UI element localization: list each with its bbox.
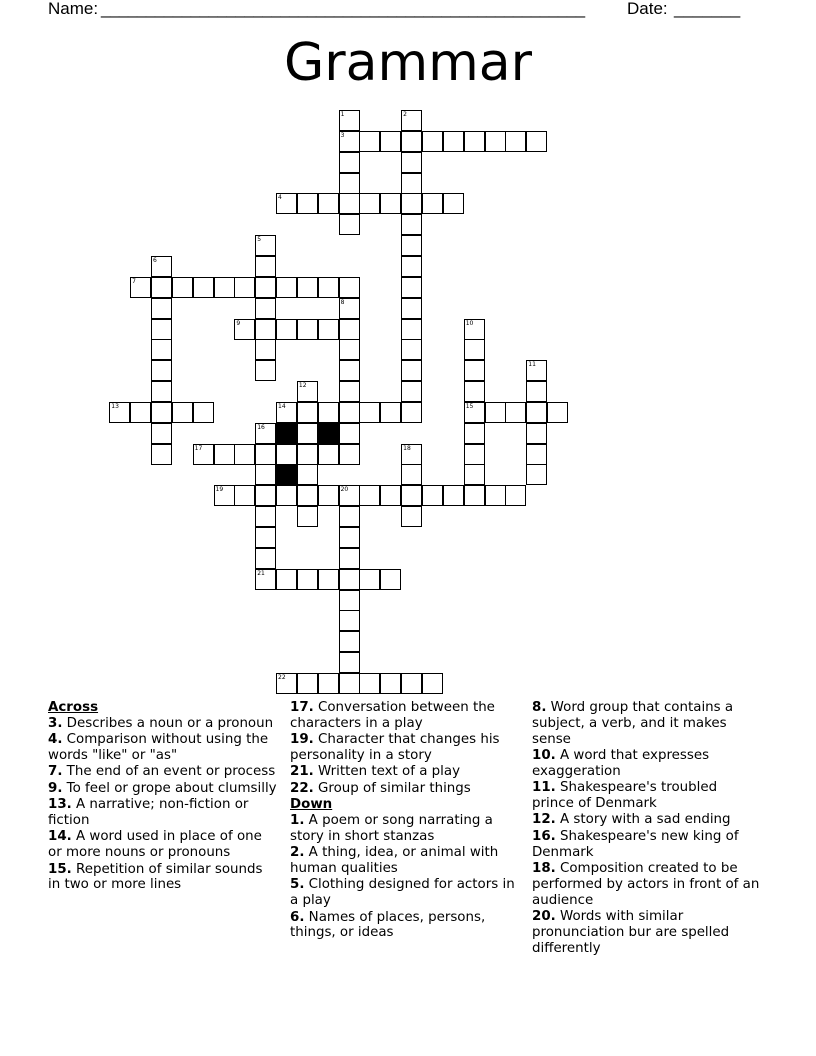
- crossword-cell[interactable]: [380, 193, 401, 214]
- crossword-cell[interactable]: [401, 277, 422, 298]
- clue-number-label: 7.: [48, 764, 63, 780]
- crossword-cell[interactable]: [297, 506, 318, 527]
- crossword-cell[interactable]: [505, 485, 526, 506]
- clue-number-label: 1.: [290, 812, 305, 828]
- crossword-cell[interactable]: [401, 152, 422, 173]
- crossword-cell[interactable]: [151, 319, 172, 340]
- clue-item: [532, 861, 762, 908]
- name-line[interactable]: ______________________________________________________: [101, 0, 585, 18]
- clue-text: Conversation between the characters in a play: [290, 700, 495, 731]
- crossword-cell[interactable]: [359, 402, 380, 423]
- clue-number: 20: [340, 486, 349, 494]
- crossword-cell[interactable]: [318, 485, 339, 506]
- clue-number: 18: [403, 444, 411, 452]
- clue-text: To feel or grope about clumsilly: [66, 780, 277, 796]
- crossword-cell[interactable]: [255, 360, 276, 381]
- clue-number: 14: [278, 402, 286, 410]
- crossword-cell[interactable]: [297, 402, 318, 423]
- clue-number: 3: [340, 131, 345, 139]
- crossword-cell[interactable]: [255, 506, 276, 527]
- clue-text: Composition created to be performed by actors in front of an audience: [532, 860, 760, 908]
- crossword-cell[interactable]: [255, 256, 276, 277]
- crossword-cell[interactable]: [505, 402, 526, 423]
- crossword-cell[interactable]: [151, 381, 172, 402]
- crossword-cell[interactable]: [255, 569, 276, 590]
- crossword-cell[interactable]: [339, 548, 360, 569]
- clue-number-label: 12.: [532, 812, 556, 828]
- crossword-cell[interactable]: [339, 152, 360, 173]
- clue-item: [532, 700, 762, 747]
- crossword-cell[interactable]: [339, 590, 360, 611]
- crossword-cell[interactable]: [130, 277, 151, 298]
- down-clue-list: [290, 813, 518, 941]
- clue-text: A story with a sad ending: [560, 812, 731, 828]
- page-title: Grammar: [283, 33, 533, 93]
- clue-number: 9: [236, 319, 241, 327]
- clue-text: Names of places, persons, things, or ideas: [290, 909, 486, 941]
- crossword-cell[interactable]: [276, 569, 297, 590]
- crossword-cell[interactable]: [401, 256, 422, 277]
- crossword-block: [318, 423, 339, 444]
- clue-number-label: 10.: [532, 747, 556, 763]
- clue-number: 8: [340, 298, 345, 306]
- crossword-cell[interactable]: [318, 402, 339, 423]
- clue-text: A poem or song narrating a story in short stanzas: [290, 812, 493, 844]
- crossword-cell[interactable]: [401, 339, 422, 360]
- clue-text: Words with similar pronunciation bur are spelled differently: [532, 908, 730, 956]
- crossword-cell[interactable]: [214, 277, 235, 298]
- crossword-cell[interactable]: [318, 193, 339, 214]
- clue-number: 10: [465, 319, 474, 327]
- clue-number-label: 2.: [290, 845, 305, 861]
- crossword-cell[interactable]: [401, 214, 422, 235]
- crossword-cell[interactable]: [151, 402, 172, 423]
- crossword-cell[interactable]: [339, 402, 360, 423]
- crossword-cell[interactable]: [485, 402, 506, 423]
- crossword-cell[interactable]: [359, 673, 380, 694]
- crossword-cell[interactable]: [297, 381, 318, 402]
- crossword-cell[interactable]: [255, 464, 276, 485]
- crossword-cell[interactable]: [401, 235, 422, 256]
- clue-number-label: 13.: [48, 797, 72, 813]
- crossword-cell[interactable]: [255, 527, 276, 548]
- crossword-cell[interactable]: [255, 298, 276, 319]
- crossword-cell[interactable]: [464, 381, 485, 402]
- clue-number-label: 16.: [532, 828, 556, 844]
- crossword-cell[interactable]: [443, 485, 464, 506]
- clue-item: [290, 877, 518, 909]
- clues-column-2: [290, 700, 518, 942]
- crossword-cell[interactable]: [339, 131, 360, 152]
- crossword-cell[interactable]: [151, 256, 172, 277]
- crossword-cell[interactable]: [359, 569, 380, 590]
- crossword-cell[interactable]: [401, 360, 422, 381]
- crossword-cell[interactable]: [339, 506, 360, 527]
- clue-item: [532, 829, 762, 861]
- crossword-cell[interactable]: [359, 131, 380, 152]
- clue-number: 16: [257, 423, 265, 431]
- clue-number: 21: [257, 569, 265, 577]
- clue-text: Character that changes his personality in a story: [290, 732, 500, 763]
- crossword-cell[interactable]: [464, 131, 485, 152]
- crossword-cell[interactable]: [380, 673, 401, 694]
- crossword-cell[interactable]: [505, 131, 526, 152]
- clue-number: 11: [528, 361, 536, 369]
- crossword-cell[interactable]: [297, 569, 318, 590]
- crossword-cell[interactable]: [401, 131, 422, 152]
- across-heading: Across: [48, 700, 99, 715]
- clue-text: Describes a noun or a pronoun: [66, 715, 274, 731]
- crossword-cell[interactable]: [443, 193, 464, 214]
- crossword-cell[interactable]: [339, 569, 360, 590]
- crossword-cell[interactable]: [193, 444, 214, 465]
- crossword-cell[interactable]: [193, 402, 214, 423]
- crossword-cell[interactable]: [297, 319, 318, 340]
- crossword-cell[interactable]: [172, 277, 193, 298]
- clue-number: 12: [298, 382, 307, 390]
- date-line[interactable]: _______: [674, 0, 741, 18]
- crossword-cell[interactable]: [276, 402, 297, 423]
- clue-number: 1: [340, 111, 345, 118]
- crossword-cell[interactable]: [297, 444, 318, 465]
- crossword-cell[interactable]: [276, 444, 297, 465]
- crossword-cell[interactable]: [297, 277, 318, 298]
- clue-number: 19: [215, 486, 224, 494]
- clue-text: A word used in place of one or more nouns or pronouns: [48, 829, 262, 861]
- crossword-cell[interactable]: [359, 193, 380, 214]
- clue-text: Comparison without using the words "like" or "as": [48, 732, 269, 763]
- clue-item: [290, 845, 518, 877]
- crossword-cell[interactable]: [276, 277, 297, 298]
- crossword-cell[interactable]: [172, 402, 193, 423]
- crossword-cell[interactable]: [234, 319, 255, 340]
- crossword-cell[interactable]: [214, 444, 235, 465]
- crossword-cell[interactable]: [339, 423, 360, 444]
- crossword-cell[interactable]: [339, 485, 360, 506]
- crossword-cell[interactable]: [380, 485, 401, 506]
- crossword-cell[interactable]: [401, 402, 422, 423]
- clue-item: [48, 862, 278, 894]
- crossword-cell[interactable]: [339, 527, 360, 548]
- crossword-cell[interactable]: [380, 569, 401, 590]
- crossword-cell[interactable]: [359, 485, 380, 506]
- crossword-cell[interactable]: [526, 423, 547, 444]
- crossword-cell[interactable]: [130, 402, 151, 423]
- crossword-cell[interactable]: [297, 423, 318, 444]
- crossword-cell[interactable]: [255, 319, 276, 340]
- crossword-cell[interactable]: [255, 277, 276, 298]
- crossword-cell[interactable]: [339, 110, 360, 131]
- clue-number-label: 20.: [532, 908, 556, 924]
- clue-item: [48, 829, 278, 861]
- clue-item: [532, 812, 762, 828]
- crossword-cell[interactable]: [526, 444, 547, 465]
- name-label: Name:: [48, 0, 99, 18]
- clue-number: 2: [403, 111, 407, 118]
- crossword-cell[interactable]: [297, 485, 318, 506]
- crossword-cell[interactable]: [401, 110, 422, 131]
- crossword-cell[interactable]: [339, 631, 360, 652]
- crossword-cell[interactable]: [485, 485, 506, 506]
- crossword-cell[interactable]: [547, 402, 568, 423]
- crossword-cell[interactable]: [401, 298, 422, 319]
- clue-item: [532, 780, 762, 812]
- crossword-cell[interactable]: [464, 339, 485, 360]
- crossword-cell[interactable]: [151, 277, 172, 298]
- crossword-cell[interactable]: [151, 339, 172, 360]
- crossword-cell[interactable]: [464, 319, 485, 340]
- clue-item: [532, 748, 762, 780]
- crossword-cell[interactable]: [401, 464, 422, 485]
- clue-number-label: 5.: [290, 877, 305, 893]
- clue-number-label: 6.: [290, 909, 305, 925]
- clues-column-1: [48, 700, 278, 894]
- crossword-cell[interactable]: [193, 277, 214, 298]
- crossword-cell[interactable]: [318, 319, 339, 340]
- crossword-cell[interactable]: [276, 673, 297, 694]
- crossword-cell[interactable]: [339, 298, 360, 319]
- crossword-cell[interactable]: [151, 360, 172, 381]
- crossword-cell[interactable]: [339, 193, 360, 214]
- clue-item: [48, 781, 278, 797]
- crossword-cell[interactable]: [339, 339, 360, 360]
- crossword-cell[interactable]: [339, 381, 360, 402]
- crossword-cell[interactable]: [276, 485, 297, 506]
- clue-text: Shakespeare's troubled prince of Denmark: [532, 780, 718, 811]
- clue-number-label: 3.: [48, 715, 63, 731]
- crossword-cell[interactable]: [422, 673, 443, 694]
- crossword-cell[interactable]: [151, 423, 172, 444]
- crossword-cell[interactable]: [255, 485, 276, 506]
- crossword-cell[interactable]: [297, 464, 318, 485]
- crossword-cell[interactable]: [234, 277, 255, 298]
- down-heading: Down: [290, 797, 333, 813]
- crossword-cell[interactable]: [297, 673, 318, 694]
- crossword-cell[interactable]: [401, 485, 422, 506]
- crossword-cell[interactable]: [318, 277, 339, 298]
- crossword-cell[interactable]: [214, 485, 235, 506]
- crossword-cell[interactable]: [443, 131, 464, 152]
- clues-column-3: [532, 700, 762, 957]
- clue-text: The end of an event or process: [66, 764, 276, 780]
- clue-number-label: 8.: [532, 700, 547, 715]
- clue-text: Repetition of similar sounds in two or more lines: [48, 861, 263, 893]
- clue-number-label: 9.: [48, 780, 63, 796]
- clue-item: [290, 813, 518, 845]
- crossword-cell[interactable]: [318, 569, 339, 590]
- clue-number: 6: [152, 256, 157, 264]
- crossword-cell[interactable]: [464, 360, 485, 381]
- clue-text: Word group that contains a subject, a verb, and it makes sense: [532, 700, 734, 747]
- crossword-cell[interactable]: [380, 402, 401, 423]
- clue-number: 15: [465, 402, 474, 410]
- clue-item: [290, 764, 518, 780]
- crossword-cell[interactable]: [151, 298, 172, 319]
- crossword-cell[interactable]: [255, 339, 276, 360]
- crossword-cell[interactable]: [339, 444, 360, 465]
- crossword-cell[interactable]: [401, 381, 422, 402]
- crossword-cell[interactable]: [422, 485, 443, 506]
- crossword-cell[interactable]: [297, 193, 318, 214]
- clue-item: [48, 797, 278, 829]
- crossword-cell[interactable]: [422, 131, 443, 152]
- crossword-cell[interactable]: [151, 444, 172, 465]
- clue-number: 4: [278, 194, 282, 202]
- crossword-cell[interactable]: [339, 360, 360, 381]
- clue-text: Shakespeare's new king of Denmark: [532, 828, 739, 860]
- clue-item: [290, 700, 518, 732]
- clue-item: [48, 764, 278, 780]
- crossword-cell[interactable]: [339, 652, 360, 673]
- clue-number: 13: [111, 402, 119, 410]
- clue-text: Clothing designed for actors in a play: [290, 877, 515, 909]
- crossword-cell[interactable]: [401, 193, 422, 214]
- crossword-cell[interactable]: [380, 131, 401, 152]
- clue-number-label: 21.: [290, 764, 314, 780]
- crossword-cell[interactable]: [422, 193, 443, 214]
- crossword-cell[interactable]: [485, 131, 506, 152]
- crossword-cell[interactable]: [276, 319, 297, 340]
- crossword-cell[interactable]: [339, 319, 360, 340]
- crossword-cell[interactable]: [339, 214, 360, 235]
- crossword-cell[interactable]: [109, 402, 130, 423]
- crossword-cell[interactable]: [318, 673, 339, 694]
- crossword-cell[interactable]: [401, 319, 422, 340]
- crossword-cell[interactable]: [339, 673, 360, 694]
- clue-text: Written text of a play: [318, 764, 461, 780]
- date-label: Date:: [627, 0, 668, 18]
- clue-number-label: 14.: [48, 829, 72, 845]
- crossword-block: [276, 423, 297, 444]
- crossword-cell[interactable]: [401, 444, 422, 465]
- clue-text: A word that expresses exaggeration: [532, 747, 710, 779]
- crossword-cell[interactable]: [339, 277, 360, 298]
- clue-item: [48, 716, 278, 732]
- crossword-cell[interactable]: [255, 235, 276, 256]
- crossword-block: [276, 464, 297, 485]
- clue-number: 7: [132, 277, 136, 285]
- clue-number-label: 18.: [532, 860, 556, 876]
- crossword-cell[interactable]: [339, 610, 360, 631]
- clue-number-label: 19.: [290, 732, 314, 748]
- clue-item: [290, 732, 518, 764]
- crossword-cell[interactable]: [464, 444, 485, 465]
- clue-item: [290, 781, 518, 797]
- clue-number-label: 17.: [290, 700, 314, 715]
- clue-number-label: 22.: [290, 780, 314, 796]
- across-clue-list-continued: [290, 700, 518, 797]
- clue-number-label: 11.: [532, 780, 556, 796]
- crossword-cell[interactable]: [526, 360, 547, 381]
- clue-text: Group of similar things: [318, 780, 471, 796]
- clue-number: 5: [257, 236, 262, 244]
- clue-text: A narrative; non-fiction or fiction: [48, 797, 249, 828]
- crossword-cell[interactable]: [276, 193, 297, 214]
- down-clue-list-continued: [532, 700, 762, 956]
- across-clue-list: [48, 716, 278, 893]
- crossword-cell[interactable]: [464, 423, 485, 444]
- crossword-cell[interactable]: [526, 131, 547, 152]
- crossword-cell[interactable]: [339, 173, 360, 194]
- clue-text: A thing, idea, or animal with human qualities: [290, 845, 499, 876]
- crossword-cell[interactable]: [526, 402, 547, 423]
- crossword-cell[interactable]: [255, 444, 276, 465]
- clue-number: 17: [194, 444, 203, 452]
- crossword-cell[interactable]: [318, 444, 339, 465]
- crossword-cell[interactable]: [401, 173, 422, 194]
- clue-item: [532, 909, 762, 956]
- clue-number: 22: [278, 673, 286, 681]
- crossword-cell[interactable]: [464, 402, 485, 423]
- crossword-cell[interactable]: [234, 485, 255, 506]
- crossword-cell[interactable]: [526, 381, 547, 402]
- clue-number-label: 4.: [48, 732, 63, 748]
- crossword-cell[interactable]: [401, 673, 422, 694]
- clue-item: [290, 910, 518, 942]
- crossword-cell[interactable]: [464, 485, 485, 506]
- clue-item: [48, 732, 278, 764]
- crossword-cell[interactable]: [234, 444, 255, 465]
- crossword-cell[interactable]: [255, 423, 276, 444]
- crossword-cell[interactable]: [464, 464, 485, 485]
- crossword-cell[interactable]: [401, 506, 422, 527]
- clue-number-label: 15.: [48, 861, 72, 877]
- crossword-cell[interactable]: [255, 548, 276, 569]
- crossword-cell[interactable]: [526, 464, 547, 485]
